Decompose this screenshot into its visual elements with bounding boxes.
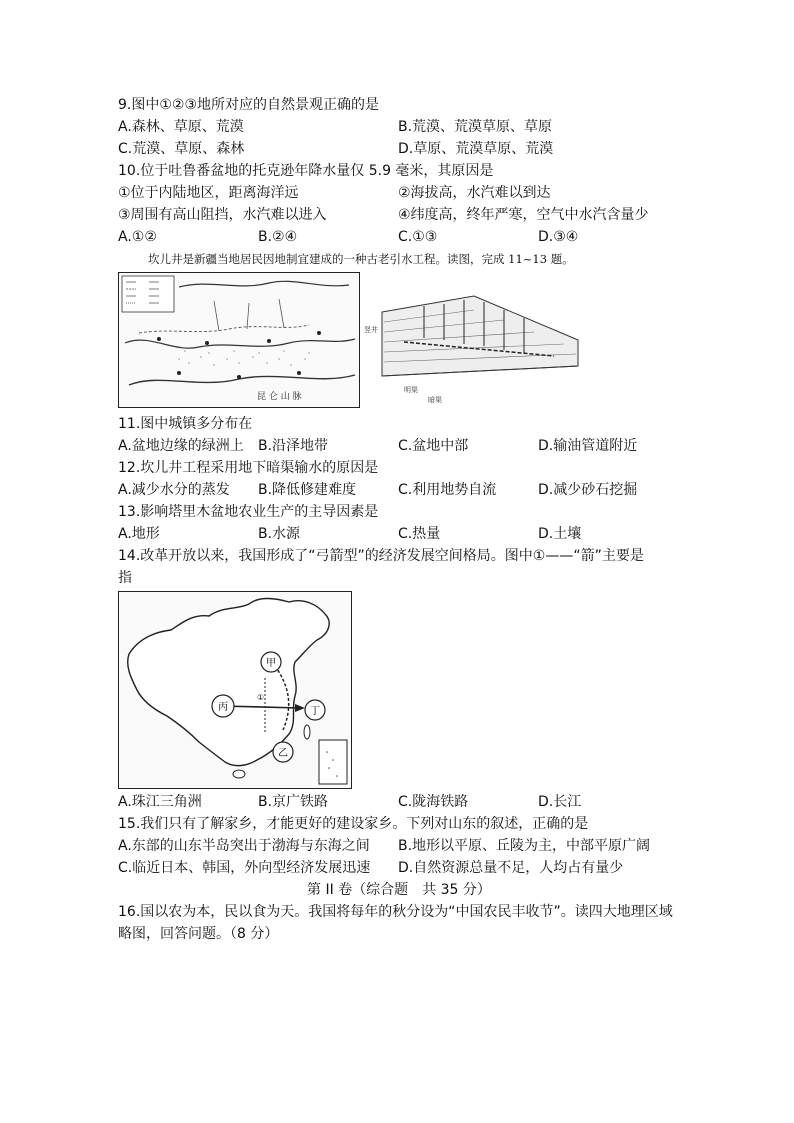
label-jia: 甲 bbox=[266, 658, 276, 669]
q16-stem-line1: 16.国以农为本，民以食为天。我国将每年的秋分设为“中国农民丰收节”。读四大地理区域 bbox=[118, 904, 673, 920]
q15-option-c: C.临近日本、韩国，外向型经济发展迅速 bbox=[118, 860, 371, 876]
kanerjing-label-open-channel: 明渠 bbox=[404, 386, 418, 394]
china-map-icon bbox=[119, 592, 351, 788]
label-yi: 乙 bbox=[278, 748, 288, 759]
q13-option-b: B.水源 bbox=[258, 526, 301, 542]
q14-stem-line1: 14.改革开放以来，我国形成了“弓箭型”的经济发展空间格局。图中①——“箭”主要是 bbox=[118, 548, 644, 564]
q13-option-d: D.土壤 bbox=[538, 526, 582, 542]
q12-option-a: A.减少水分的蒸发 bbox=[118, 482, 230, 498]
south-china-sea-inset bbox=[319, 740, 347, 784]
kanerjing-figure bbox=[364, 292, 586, 406]
q9-stem: 9.图中①②③地所对应的自然景观正确的是 bbox=[118, 97, 380, 113]
q11-option-d: D.输油管道附近 bbox=[538, 438, 638, 454]
section-2-title: 第 II 卷（综合题 共 35 分） bbox=[307, 882, 491, 898]
map-legend bbox=[122, 276, 174, 312]
hainan-island bbox=[233, 770, 245, 778]
q14-option-b: B.京广铁路 bbox=[258, 794, 329, 810]
q13-option-c: C.热量 bbox=[398, 526, 441, 542]
river-tributaries bbox=[214, 299, 284, 331]
q14-option-c: C.陇海铁路 bbox=[398, 794, 469, 810]
q9-option-d: D.草原、荒漠草原、荒漠 bbox=[398, 141, 554, 157]
china-outline bbox=[128, 599, 329, 766]
q10-stem: 10.位于吐鲁番盆地的托克逊年降水量仅 5.9 毫米，其原因是 bbox=[118, 163, 494, 179]
q14-stem-line2: 指 bbox=[118, 570, 132, 586]
q10-option-d: D.③④ bbox=[538, 229, 579, 245]
q12-stem: 12.坎儿井工程采用地下暗渠输水的原因是 bbox=[118, 460, 379, 476]
q12-option-d: D.减少砂石挖掘 bbox=[538, 482, 638, 498]
china-bow-arrow-map-figure bbox=[118, 591, 352, 789]
q16-stem-line2: 略图，回答问题。（8 分） bbox=[118, 926, 279, 942]
q15-option-a: A.东部的山东半岛突出于渤海与东海之间 bbox=[118, 838, 370, 854]
kanerjing-label-underground-channel: 暗渠 bbox=[428, 396, 442, 404]
q11-stem: 11.图中城镇多分布在 bbox=[118, 416, 253, 432]
q10-statement-1: ①位于内陆地区，距离海洋远 bbox=[118, 185, 299, 201]
q9-option-b: B.荒漠、荒漠草原、草原 bbox=[398, 119, 553, 135]
xinjiang-map-figure bbox=[118, 272, 360, 408]
q10-statement-3: ③周围有高山阻挡，水汽难以进入 bbox=[118, 207, 327, 223]
q12-option-b: B.降低修建难度 bbox=[258, 482, 357, 498]
label-ding: 丁 bbox=[310, 706, 320, 717]
q14-option-a: A.珠江三角洲 bbox=[118, 794, 202, 810]
q10-option-b: B.②④ bbox=[258, 229, 298, 245]
q10-statement-2: ②海拔高，水汽难以到达 bbox=[398, 185, 551, 201]
q15-option-d: D.自然资源总量不足，人均占有量少 bbox=[398, 860, 624, 876]
kunlun-mountains bbox=[129, 375, 355, 385]
q10-option-c: C.①③ bbox=[398, 229, 438, 245]
q9-option-c: C.荒漠、草原、森林 bbox=[118, 141, 245, 157]
taiwan-island bbox=[304, 725, 310, 739]
kanerjing-diagram-icon bbox=[364, 292, 586, 406]
q10-statement-4: ④纬度高，终年严寒，空气中水汽含量少 bbox=[398, 207, 649, 223]
q11-option-c: C.盆地中部 bbox=[398, 438, 469, 454]
label-bing: 丙 bbox=[218, 702, 228, 713]
q11-option-b: B.沿泽地带 bbox=[258, 438, 329, 454]
q15-option-b: B.地形以平原、丘陵为主，中部平原广阔 bbox=[398, 838, 651, 854]
kunlun-label: 昆 仑 山 脉 bbox=[257, 392, 302, 402]
tianshan-mountains bbox=[179, 281, 349, 287]
q12-option-c: C.利用地势自流 bbox=[398, 482, 497, 498]
q10-option-a: A.①② bbox=[118, 229, 157, 245]
q11-option-a: A.盆地边缘的绿洲上 bbox=[118, 438, 244, 454]
q15-stem: 15.我们只有了解家乡，才能更好的建设家乡。下列对山东的叙述，正确的是 bbox=[118, 816, 589, 832]
q14-option-d: D.长江 bbox=[538, 794, 582, 810]
q9-option-a: A.森林、草原、荒漠 bbox=[118, 119, 244, 135]
q13-stem: 13.影响塔里木盆地农业生产的主导因素是 bbox=[118, 504, 379, 520]
q13-option-a: A.地形 bbox=[118, 526, 160, 542]
kanerjing-label-shaft: 竖井 bbox=[364, 326, 378, 334]
arrow-head bbox=[295, 704, 305, 712]
label-arrow-1: ① bbox=[257, 693, 265, 702]
xinjiang-map-icon bbox=[119, 273, 359, 407]
intro-11-13: 坎儿井是新疆当地居民因地制宜建成的一种古老引水工程。读图，完成 11~13 题。 bbox=[148, 252, 574, 266]
